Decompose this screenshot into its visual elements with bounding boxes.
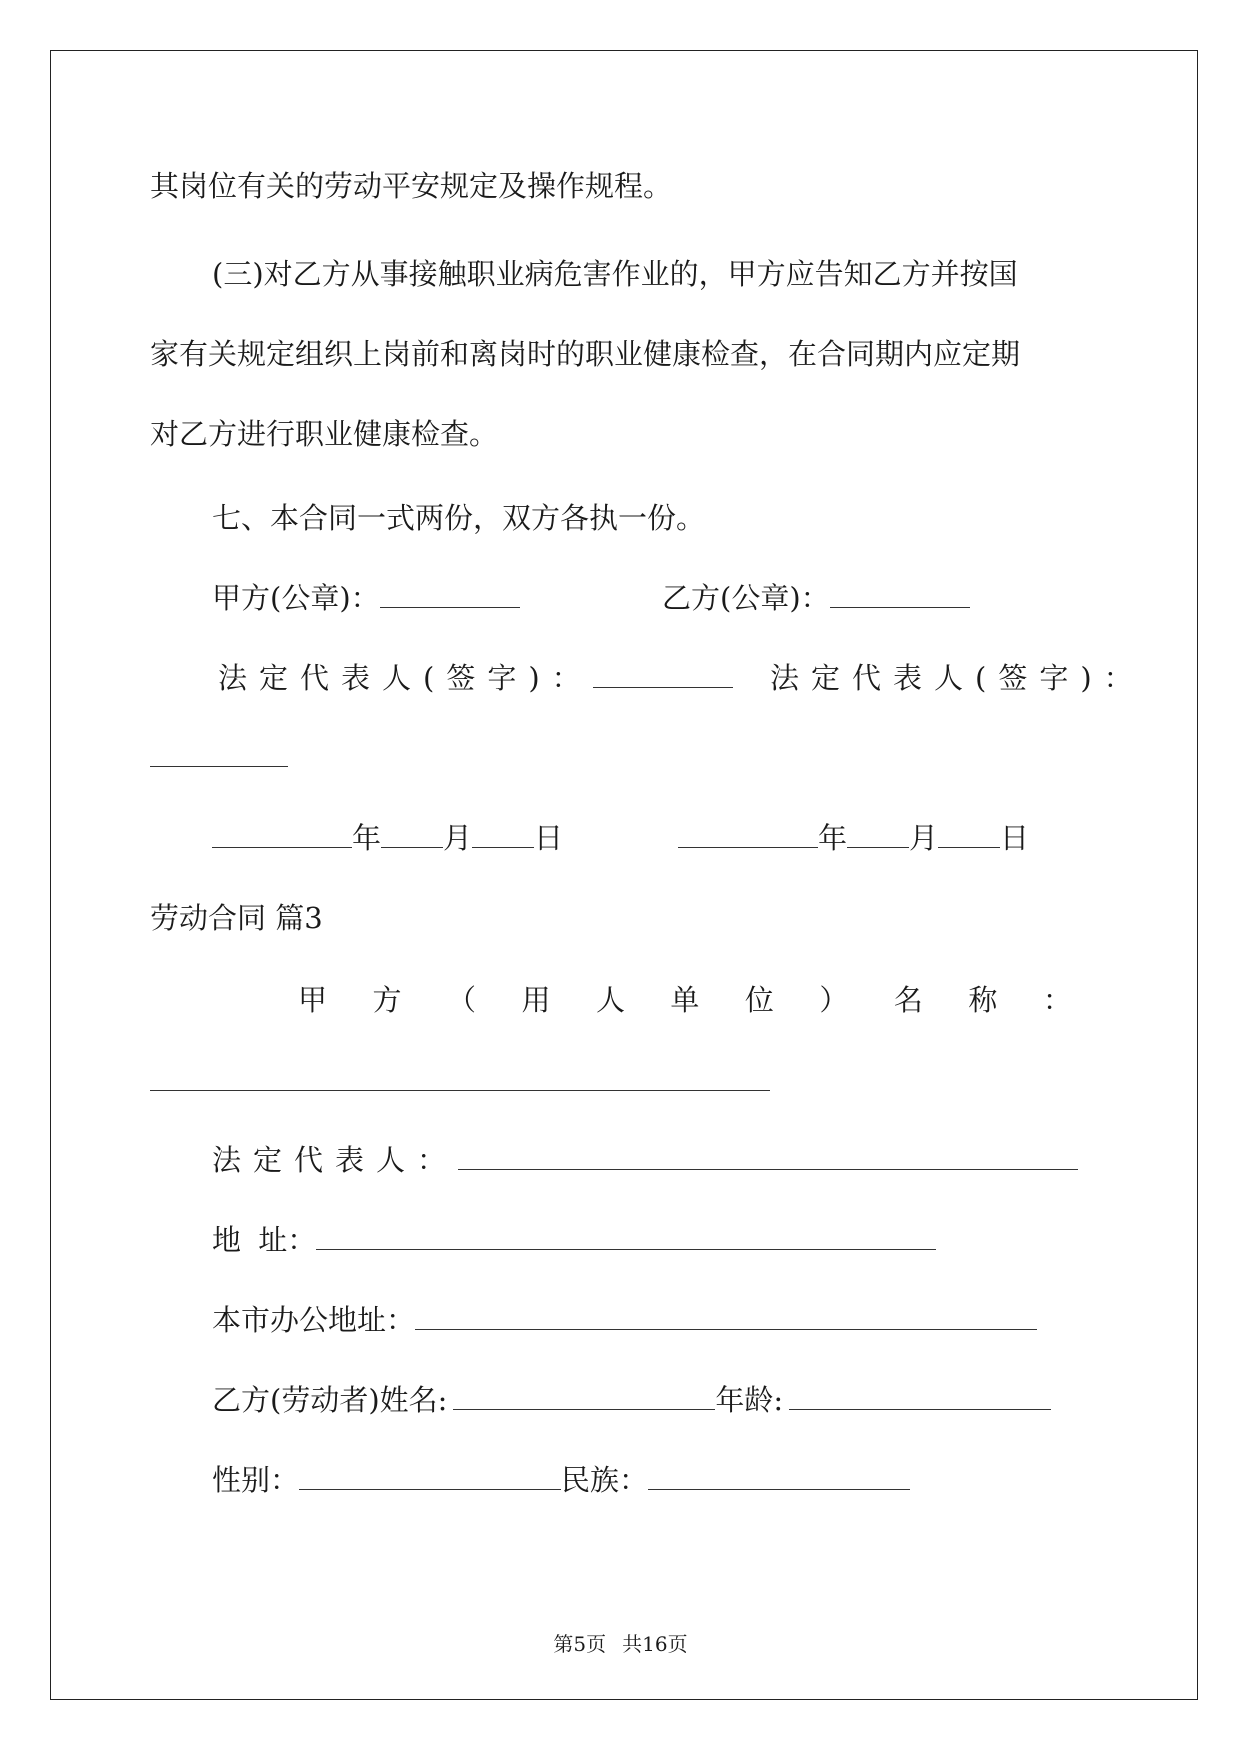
address-blank xyxy=(316,1225,936,1250)
party-b-seal-label: 乙方(公章)： xyxy=(662,581,830,615)
paragraph-text: (三)对乙方从事接触职业病危害作业的，甲方应告知乙方并按国 xyxy=(212,257,1018,291)
party-b-seal-row xyxy=(662,578,970,618)
party-a-rep-row xyxy=(218,658,733,698)
party-a-seal-label: 甲方(公章)： xyxy=(212,581,380,615)
party-b-rep-blank xyxy=(150,766,288,767)
month-label: 月 xyxy=(909,821,939,855)
paragraph-text: 其岗位有关的劳动平安规定及操作规程。 xyxy=(150,169,673,203)
address-row xyxy=(212,1220,936,1260)
page-footer xyxy=(0,1628,1241,1657)
year-label: 年 xyxy=(818,821,848,855)
page-border xyxy=(50,50,1198,1700)
paragraph-text: 七、本合同一式两份，双方各执一份。 xyxy=(212,501,706,535)
party-a-date-row xyxy=(212,818,563,858)
party-b-date-row xyxy=(678,818,1029,858)
day-label: 日 xyxy=(534,821,564,855)
day-label: 日 xyxy=(1000,821,1030,855)
gender-row xyxy=(212,1460,910,1500)
page-number: 第5页 xyxy=(553,1632,607,1656)
month-label: 月 xyxy=(443,821,473,855)
party-a-rep-label: 法定代表人(签字)： xyxy=(218,661,593,695)
month-blank xyxy=(381,823,443,848)
local-office-blank xyxy=(415,1305,1037,1330)
employee-name-label: 乙方(劳动者)姓名: xyxy=(212,1383,448,1417)
age-blank xyxy=(789,1385,1051,1410)
section-title: 劳动合同 篇3 xyxy=(150,901,323,935)
local-office-row xyxy=(212,1300,1037,1340)
employer-name-blank xyxy=(150,1090,770,1091)
page-total: 共16页 xyxy=(622,1632,688,1656)
legal-rep-label: 法定代表人： xyxy=(212,1143,459,1177)
party-b-seal-blank xyxy=(830,583,970,608)
month-blank xyxy=(847,823,909,848)
year-blank xyxy=(212,823,352,848)
paragraph-text: 家有关规定组织上岗前和离岗时的职业健康检查，在合同期内应定期 xyxy=(150,337,1021,371)
age-label: 年龄: xyxy=(715,1383,784,1417)
year-blank xyxy=(678,823,818,848)
gender-label: 性别： xyxy=(212,1463,300,1497)
employer-name-label: 甲 方 （ 用 人 单 位 ） 名 称 ： xyxy=(298,983,1072,1017)
party-b-rep-label: 法定代表人(签字)： xyxy=(770,661,1145,695)
local-office-label: 本市办公地址： xyxy=(212,1303,416,1337)
employee-name-blank xyxy=(453,1385,715,1410)
legal-rep-row xyxy=(212,1140,1078,1180)
ethnicity-label: 民族： xyxy=(561,1463,649,1497)
day-blank xyxy=(938,823,1000,848)
ethnicity-blank xyxy=(648,1465,910,1490)
gender-blank xyxy=(299,1465,561,1490)
employee-name-row xyxy=(212,1380,1051,1420)
paragraph-text: 对乙方进行职业健康检查。 xyxy=(150,417,499,451)
address-label: 地 址： xyxy=(212,1223,317,1257)
party-a-rep-blank xyxy=(593,663,733,688)
party-a-seal-row xyxy=(212,578,520,618)
day-blank xyxy=(472,823,534,848)
party-a-seal-blank xyxy=(380,583,520,608)
year-label: 年 xyxy=(352,821,382,855)
legal-rep-blank xyxy=(458,1145,1078,1170)
